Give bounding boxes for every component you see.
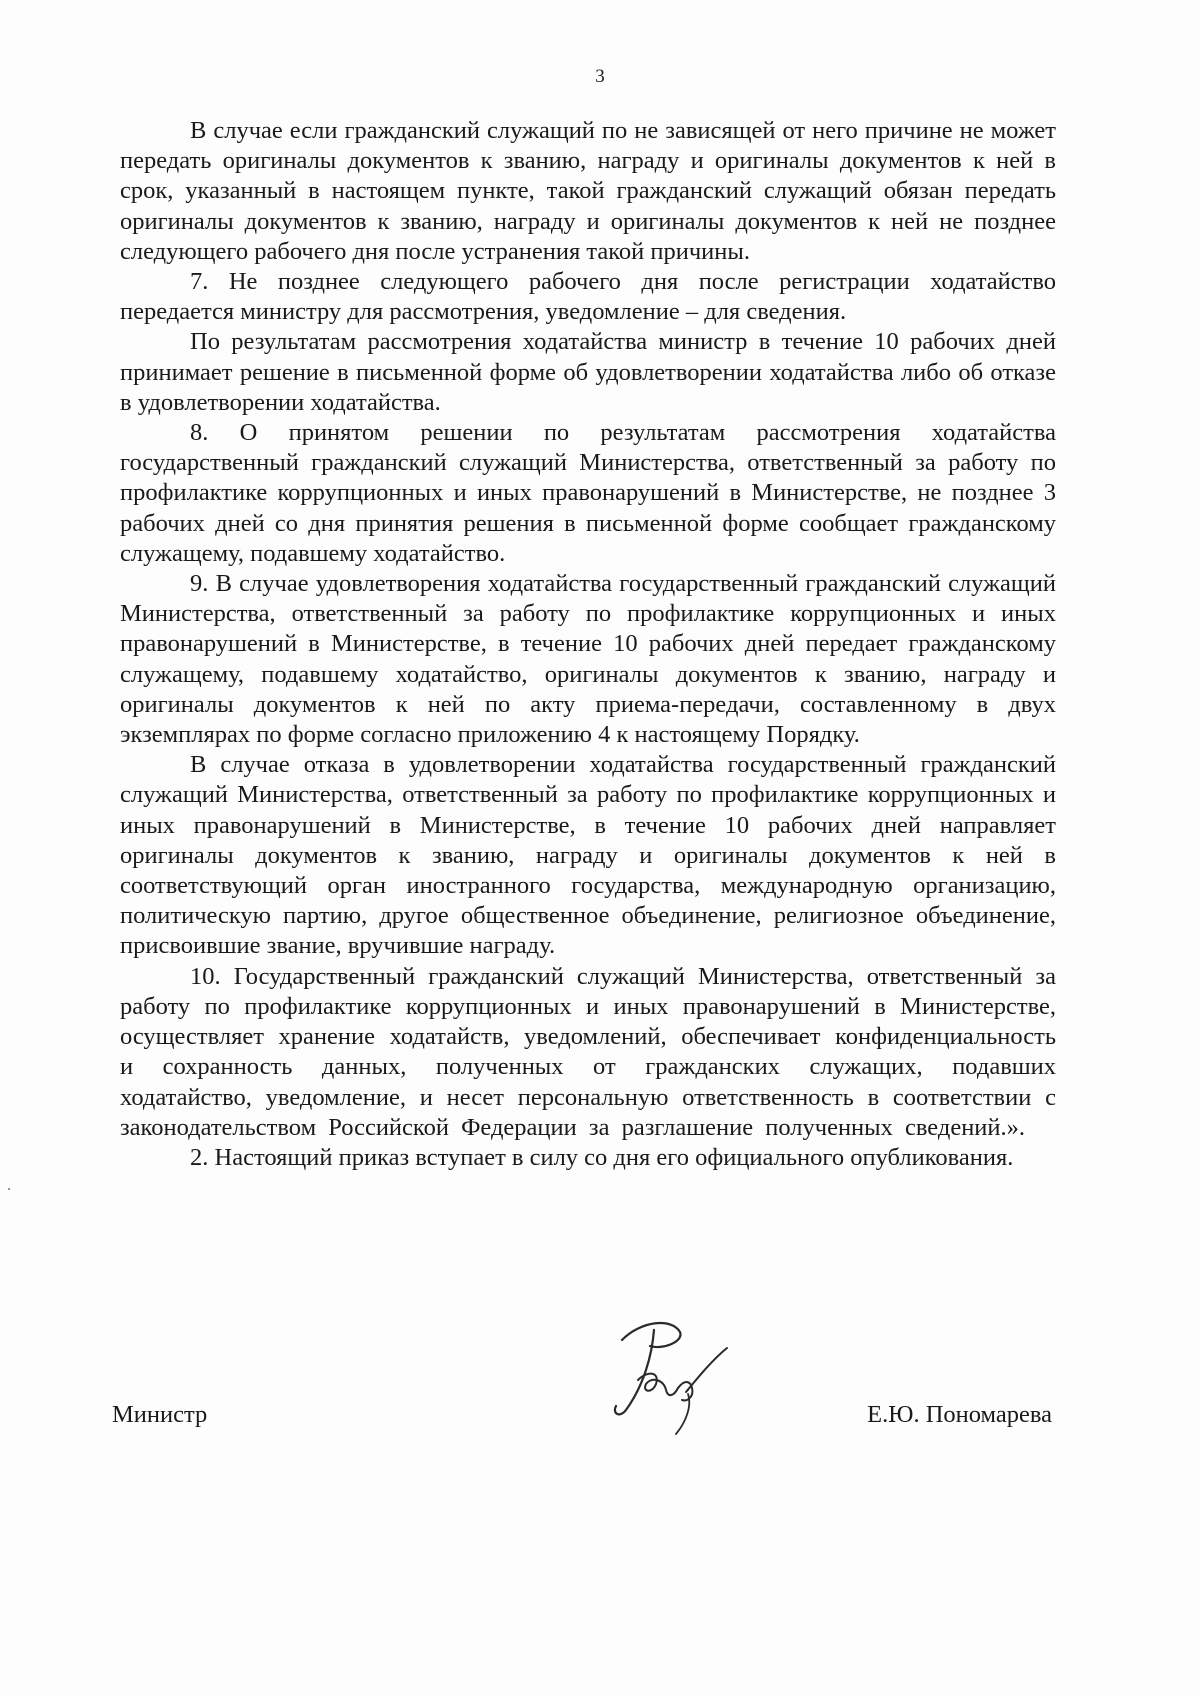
signer-position: Министр	[112, 1401, 208, 1428]
document-body	[120, 116, 1056, 1173]
signature-block	[112, 1400, 1052, 1540]
paragraph: По результатам рассмотрения ходатайства министр в течение 10 рабочих дней принимает решение в письменной форме об удовлетворении ходатайства либо об отказе в удовлетворении ходатайства.	[120, 328, 1056, 416]
paragraph: В случае отказа в удовлетворении ходатайства государственный гражданский служащий Министерства, ответственный за работу по профилактике коррупционных и иных правонарушений в Министерстве, в течение 10 рабочих дней направляет оригиналы документов к званию, награду и оригиналы документов к ней в соответствующий орган иностранного государства, международную организацию, политическую партию, другое общественное объединение, религиозное объединение, присвоившие звание, вручившие награду.	[120, 751, 1056, 960]
handwritten-signature	[602, 1310, 732, 1440]
paragraph: 10. Государственный гражданский служащий Министерства, ответственный за работу по профилактике коррупционных и иных правонарушений в Министерстве, осуществляет хранение ходатайств, уведомлений, обеспечивает конфиденциальность и сохранность данных, полученных от гражданских служащих, подавших ходатайство, уведомление, и несет персональную ответственность в соответствии с законодательством Российской Федерации за разглашение полученных сведений.».	[120, 962, 1056, 1141]
scan-speck	[8, 1188, 10, 1190]
signer-name: Е.Ю. Пономарева	[867, 1401, 1052, 1428]
paragraph: В случае если гражданский служащий по не зависящей от него причине не может передать оригиналы документов к званию, награду и оригиналы документов к ней в срок, указанный в настоящем пункте, такой гражданский служащий обязан передать оригиналы документов к званию, награду и оригиналы документов к ней не позднее следующего рабочего дня после устранения такой причины.	[120, 117, 1056, 265]
paragraph: 9. В случае удовлетворения ходатайства государственный гражданский служащий Министерства, ответственный за работу по профилактике коррупционных и иных правонарушений в Министерстве, в течение 10 рабочих дней передает гражданскому служащему, подавшему ходатайство, оригиналы документов к званию, награду и оригиналы документов к ней по акту приема-передачи, составленному в двух экземплярах по форме согласно приложению 4 к настоящему Порядку.	[120, 570, 1056, 749]
page-number: 3	[595, 66, 605, 87]
paragraph: 7. Не позднее следующего рабочего дня после регистрации ходатайство передается министру для рассмотрения, уведомление – для сведения.	[120, 268, 1056, 326]
paragraph: 2. Настоящий приказ вступает в силу со дня его официального опубликования.	[190, 1143, 1014, 1171]
paragraph: 8. О принятом решении по результатам рассмотрения ходатайства государственный гражданский служащий Министерства, ответственный за работу по профилактике коррупционных и иных правонарушений в Министерстве, не позднее 3 рабочих дней со дня принятия решения в письменной форме сообщает гражданскому служащему, подавшему ходатайство.	[120, 419, 1056, 567]
